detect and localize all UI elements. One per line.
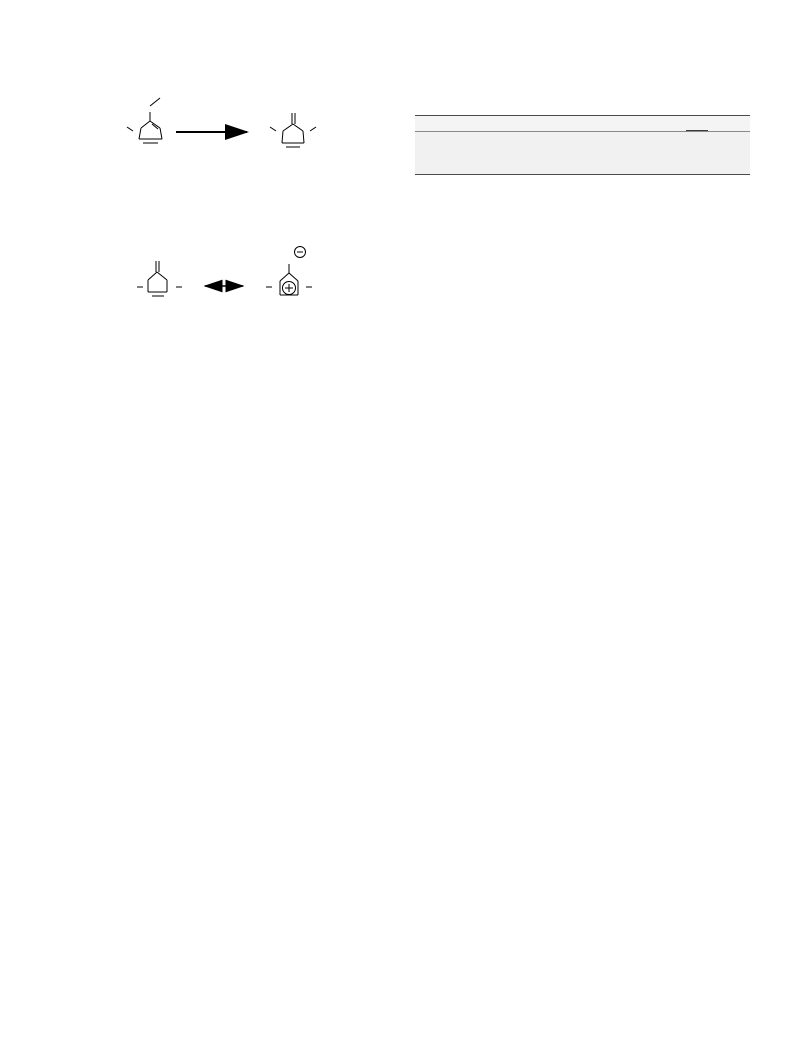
table-bottom-rule — [415, 174, 750, 175]
data-table — [415, 115, 750, 175]
table-column-rule — [686, 130, 708, 131]
scheme-drawing — [0, 0, 400, 340]
table-header-row — [415, 116, 750, 131]
resonance-form-charged — [266, 247, 312, 296]
resonance-form-neutral — [137, 261, 182, 296]
table-body — [415, 132, 750, 174]
reaction-scheme-figure — [0, 0, 400, 340]
molecule-product — [270, 113, 316, 147]
molecule-reactant — [127, 98, 162, 143]
